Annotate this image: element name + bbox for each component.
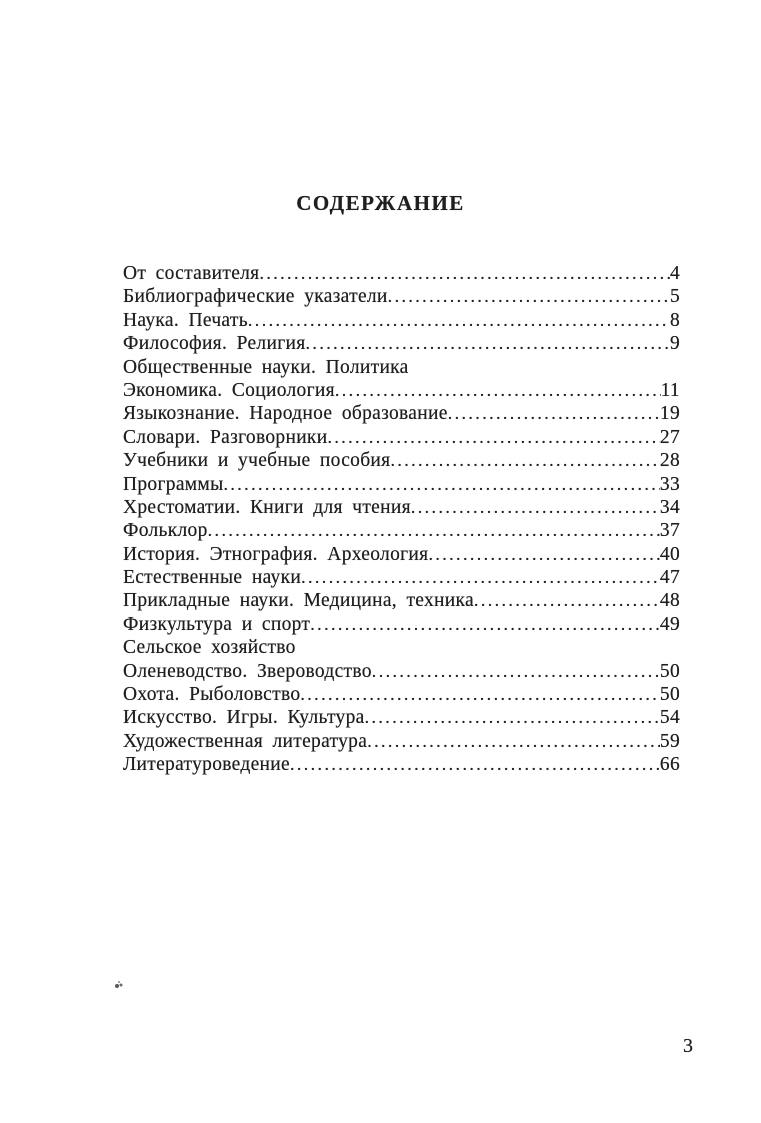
toc-entry — [123, 497, 680, 520]
dot-leader — [248, 310, 670, 332]
toc-entry-label: Охота. Рыболовство — [123, 684, 301, 706]
toc-entry — [123, 590, 680, 613]
ink-smudge-artifact — [116, 981, 118, 983]
toc-entry — [123, 684, 680, 707]
toc-entry-page: 47 — [659, 567, 680, 589]
dot-leader — [327, 427, 659, 449]
toc-entry-page: 59 — [659, 730, 680, 752]
toc-entry-label: Сельское хозяйство — [123, 637, 296, 659]
toc-entry-label: Общественные науки. Политика — [123, 356, 409, 378]
dot-leader — [310, 614, 660, 636]
toc-entry-label: Прикладные науки. Медицина, техника — [123, 590, 474, 612]
toc-entry — [123, 637, 680, 660]
toc-entry-label: Художественная литература — [123, 730, 368, 752]
toc-entry-label: Языкознание. Народное образование — [123, 403, 448, 425]
toc-entry-label: Программы — [123, 473, 224, 495]
toc-entry — [123, 427, 680, 450]
toc-entry-label: Экономика. Социология — [123, 379, 335, 401]
dot-leader — [335, 380, 661, 402]
toc-entry — [123, 333, 680, 356]
toc-entry-label: Философия. Религия — [123, 333, 306, 355]
toc-entry-page: 49 — [659, 613, 680, 635]
toc-entry-label: Хрестоматии. Книги для чтения — [123, 496, 411, 518]
toc-entry — [123, 286, 680, 309]
toc-entry-label: Наука. Печать — [123, 309, 248, 331]
toc-entry — [123, 731, 680, 754]
toc-entry — [123, 707, 680, 730]
toc-entry — [123, 263, 680, 286]
toc-entry — [123, 450, 680, 473]
toc-entry-page: 8 — [669, 309, 680, 331]
dot-leader — [300, 684, 660, 706]
toc-entry-page: 50 — [659, 660, 680, 682]
toc-entry-label: Учебники и учебные пособия — [123, 450, 391, 472]
toc-entry-label: Библиографические указатели — [123, 286, 388, 308]
dot-leader — [301, 567, 660, 589]
toc-entry — [123, 474, 680, 497]
toc-entry — [123, 544, 680, 567]
toc-entry-label: Словари. Разговорники — [123, 426, 328, 448]
toc-entry-page: 4 — [669, 263, 680, 284]
toc-entry-page: 9 — [669, 333, 680, 355]
toc-entry-page: 50 — [659, 684, 680, 706]
toc-entry — [123, 661, 680, 684]
toc-entry-label: Фольклор — [123, 520, 208, 542]
toc-entry-label: Оленеводство. Звероводство — [123, 660, 372, 682]
toc-entry-page: 27 — [659, 426, 680, 448]
toc-entry-page: 34 — [659, 496, 680, 518]
toc-entry-label: Естественные науки — [123, 567, 302, 589]
toc-entry — [123, 357, 680, 380]
toc-entry-page: 19 — [659, 403, 680, 425]
toc-entry — [123, 380, 680, 403]
toc-entry-page: 37 — [659, 520, 680, 542]
toc-entry-page: 11 — [660, 379, 680, 401]
dot-leader — [365, 707, 660, 729]
table-of-contents — [123, 263, 680, 778]
toc-entry-label: Искусство. Игры. Культура — [123, 707, 365, 729]
toc-entry — [123, 403, 680, 426]
toc-entry-page: 5 — [669, 286, 680, 308]
dot-leader — [223, 474, 659, 496]
toc-entry-page: 33 — [659, 473, 680, 495]
dot-leader — [367, 731, 660, 753]
dot-leader — [372, 661, 660, 683]
toc-entry — [123, 310, 680, 333]
page-title: СОДЕРЖАНИЕ — [296, 191, 465, 215]
dot-leader — [448, 403, 660, 425]
toc-entry-label: История. Этнография. Археология — [123, 543, 429, 565]
toc-entry — [123, 567, 680, 590]
dot-leader — [428, 544, 659, 566]
dot-leader — [259, 263, 669, 285]
toc-entry-label: От составителя — [123, 263, 260, 284]
toc-entry-label: Литературоведение — [123, 754, 290, 776]
toc-entry — [123, 520, 680, 543]
page-number: 3 — [683, 1035, 694, 1057]
toc-entry-page: 66 — [659, 754, 680, 776]
dot-leader — [388, 286, 670, 308]
dot-leader — [290, 754, 660, 776]
toc-entry — [123, 754, 680, 777]
dot-leader — [208, 520, 660, 542]
toc-entry — [123, 614, 680, 637]
toc-entry-page: 54 — [659, 707, 680, 729]
dot-leader — [411, 497, 660, 519]
toc-entry-page: 48 — [659, 590, 680, 612]
toc-entry-label: Физкультура и спорт — [123, 613, 311, 635]
dot-leader — [306, 333, 670, 355]
toc-entry-page: 28 — [659, 450, 680, 472]
dot-leader — [390, 450, 659, 472]
toc-entry-page: 40 — [659, 543, 680, 565]
dot-leader — [474, 590, 660, 612]
